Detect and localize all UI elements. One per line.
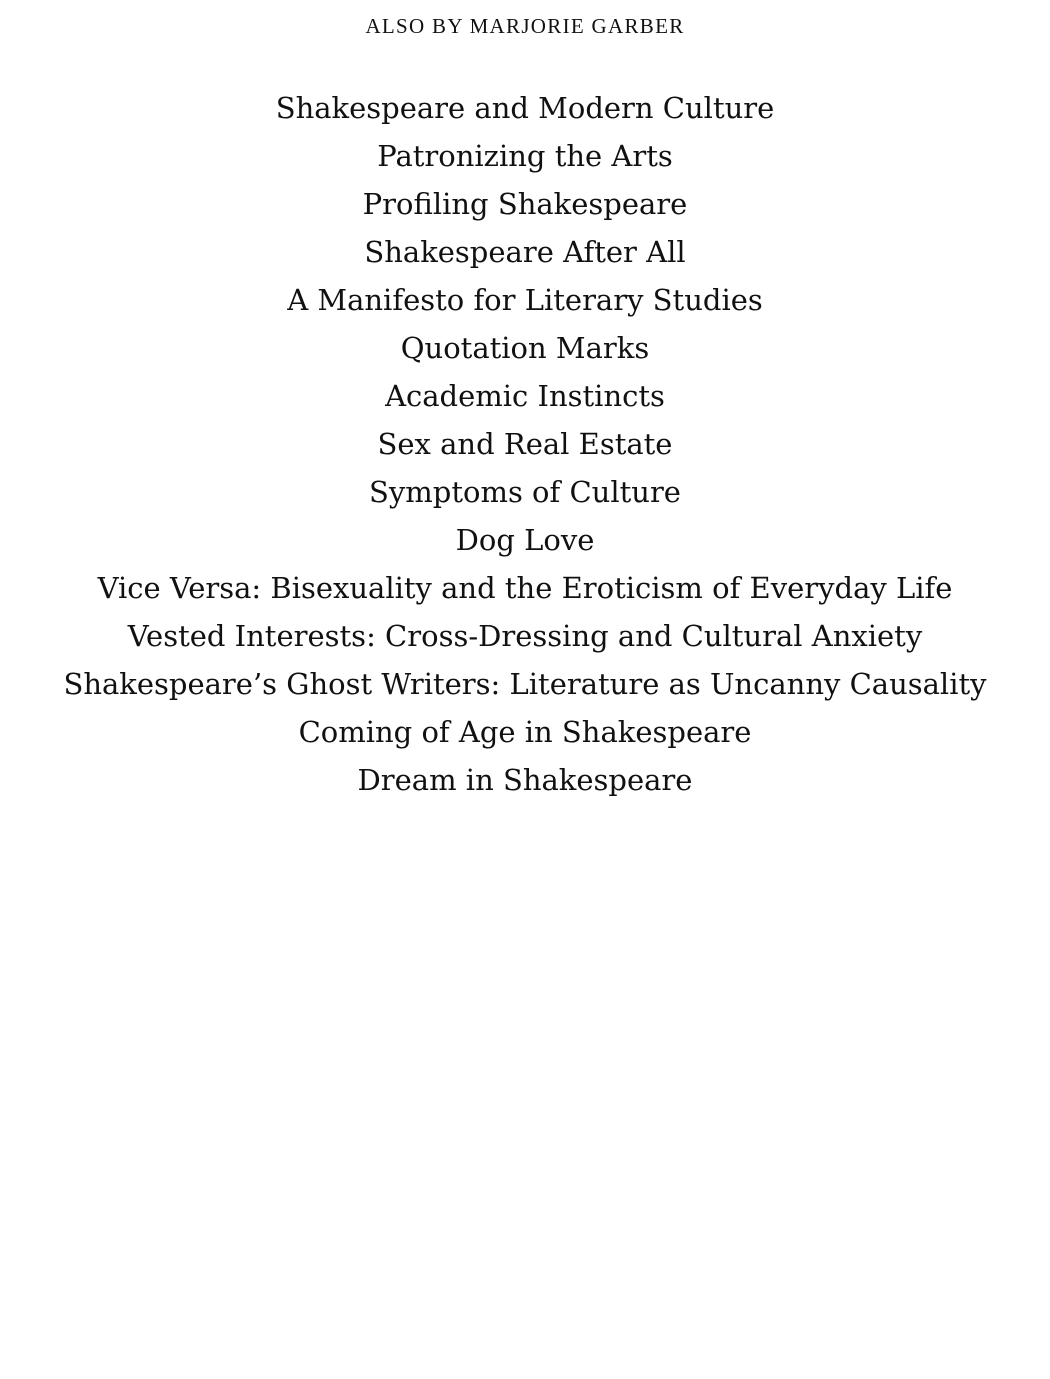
book-title: Shakespeare After All xyxy=(364,235,686,269)
book-title: Profiling Shakespeare xyxy=(362,187,688,221)
book-title: Academic Instincts xyxy=(385,379,665,413)
book-title: Dog Love xyxy=(455,523,595,557)
book-title: Dream in Shakespeare xyxy=(357,763,693,797)
book-title: A Manifesto for Literary Studies xyxy=(287,283,763,317)
book-title: Quotation Marks xyxy=(400,331,650,365)
book-list xyxy=(0,84,1050,804)
book-title: Coming of Age in Shakespeare xyxy=(298,715,752,749)
page-heading: ALSO BY MARJORIE GARBER xyxy=(365,14,685,38)
book-title: Sex and Real Estate xyxy=(377,427,673,461)
book-title: Symptoms of Culture xyxy=(369,475,681,509)
book-title: Shakespeare’s Ghost Writers: Literature as Uncanny Causality xyxy=(63,667,987,701)
book-title: Vice Versa: Bisexuality and the Eroticism of Everyday Life xyxy=(97,571,953,605)
book-title: Patronizing the Arts xyxy=(377,139,673,173)
book-title: Shakespeare and Modern Culture xyxy=(275,91,775,125)
book-title: Vested Interests: Cross-Dressing and Cultural Anxiety xyxy=(127,619,923,653)
